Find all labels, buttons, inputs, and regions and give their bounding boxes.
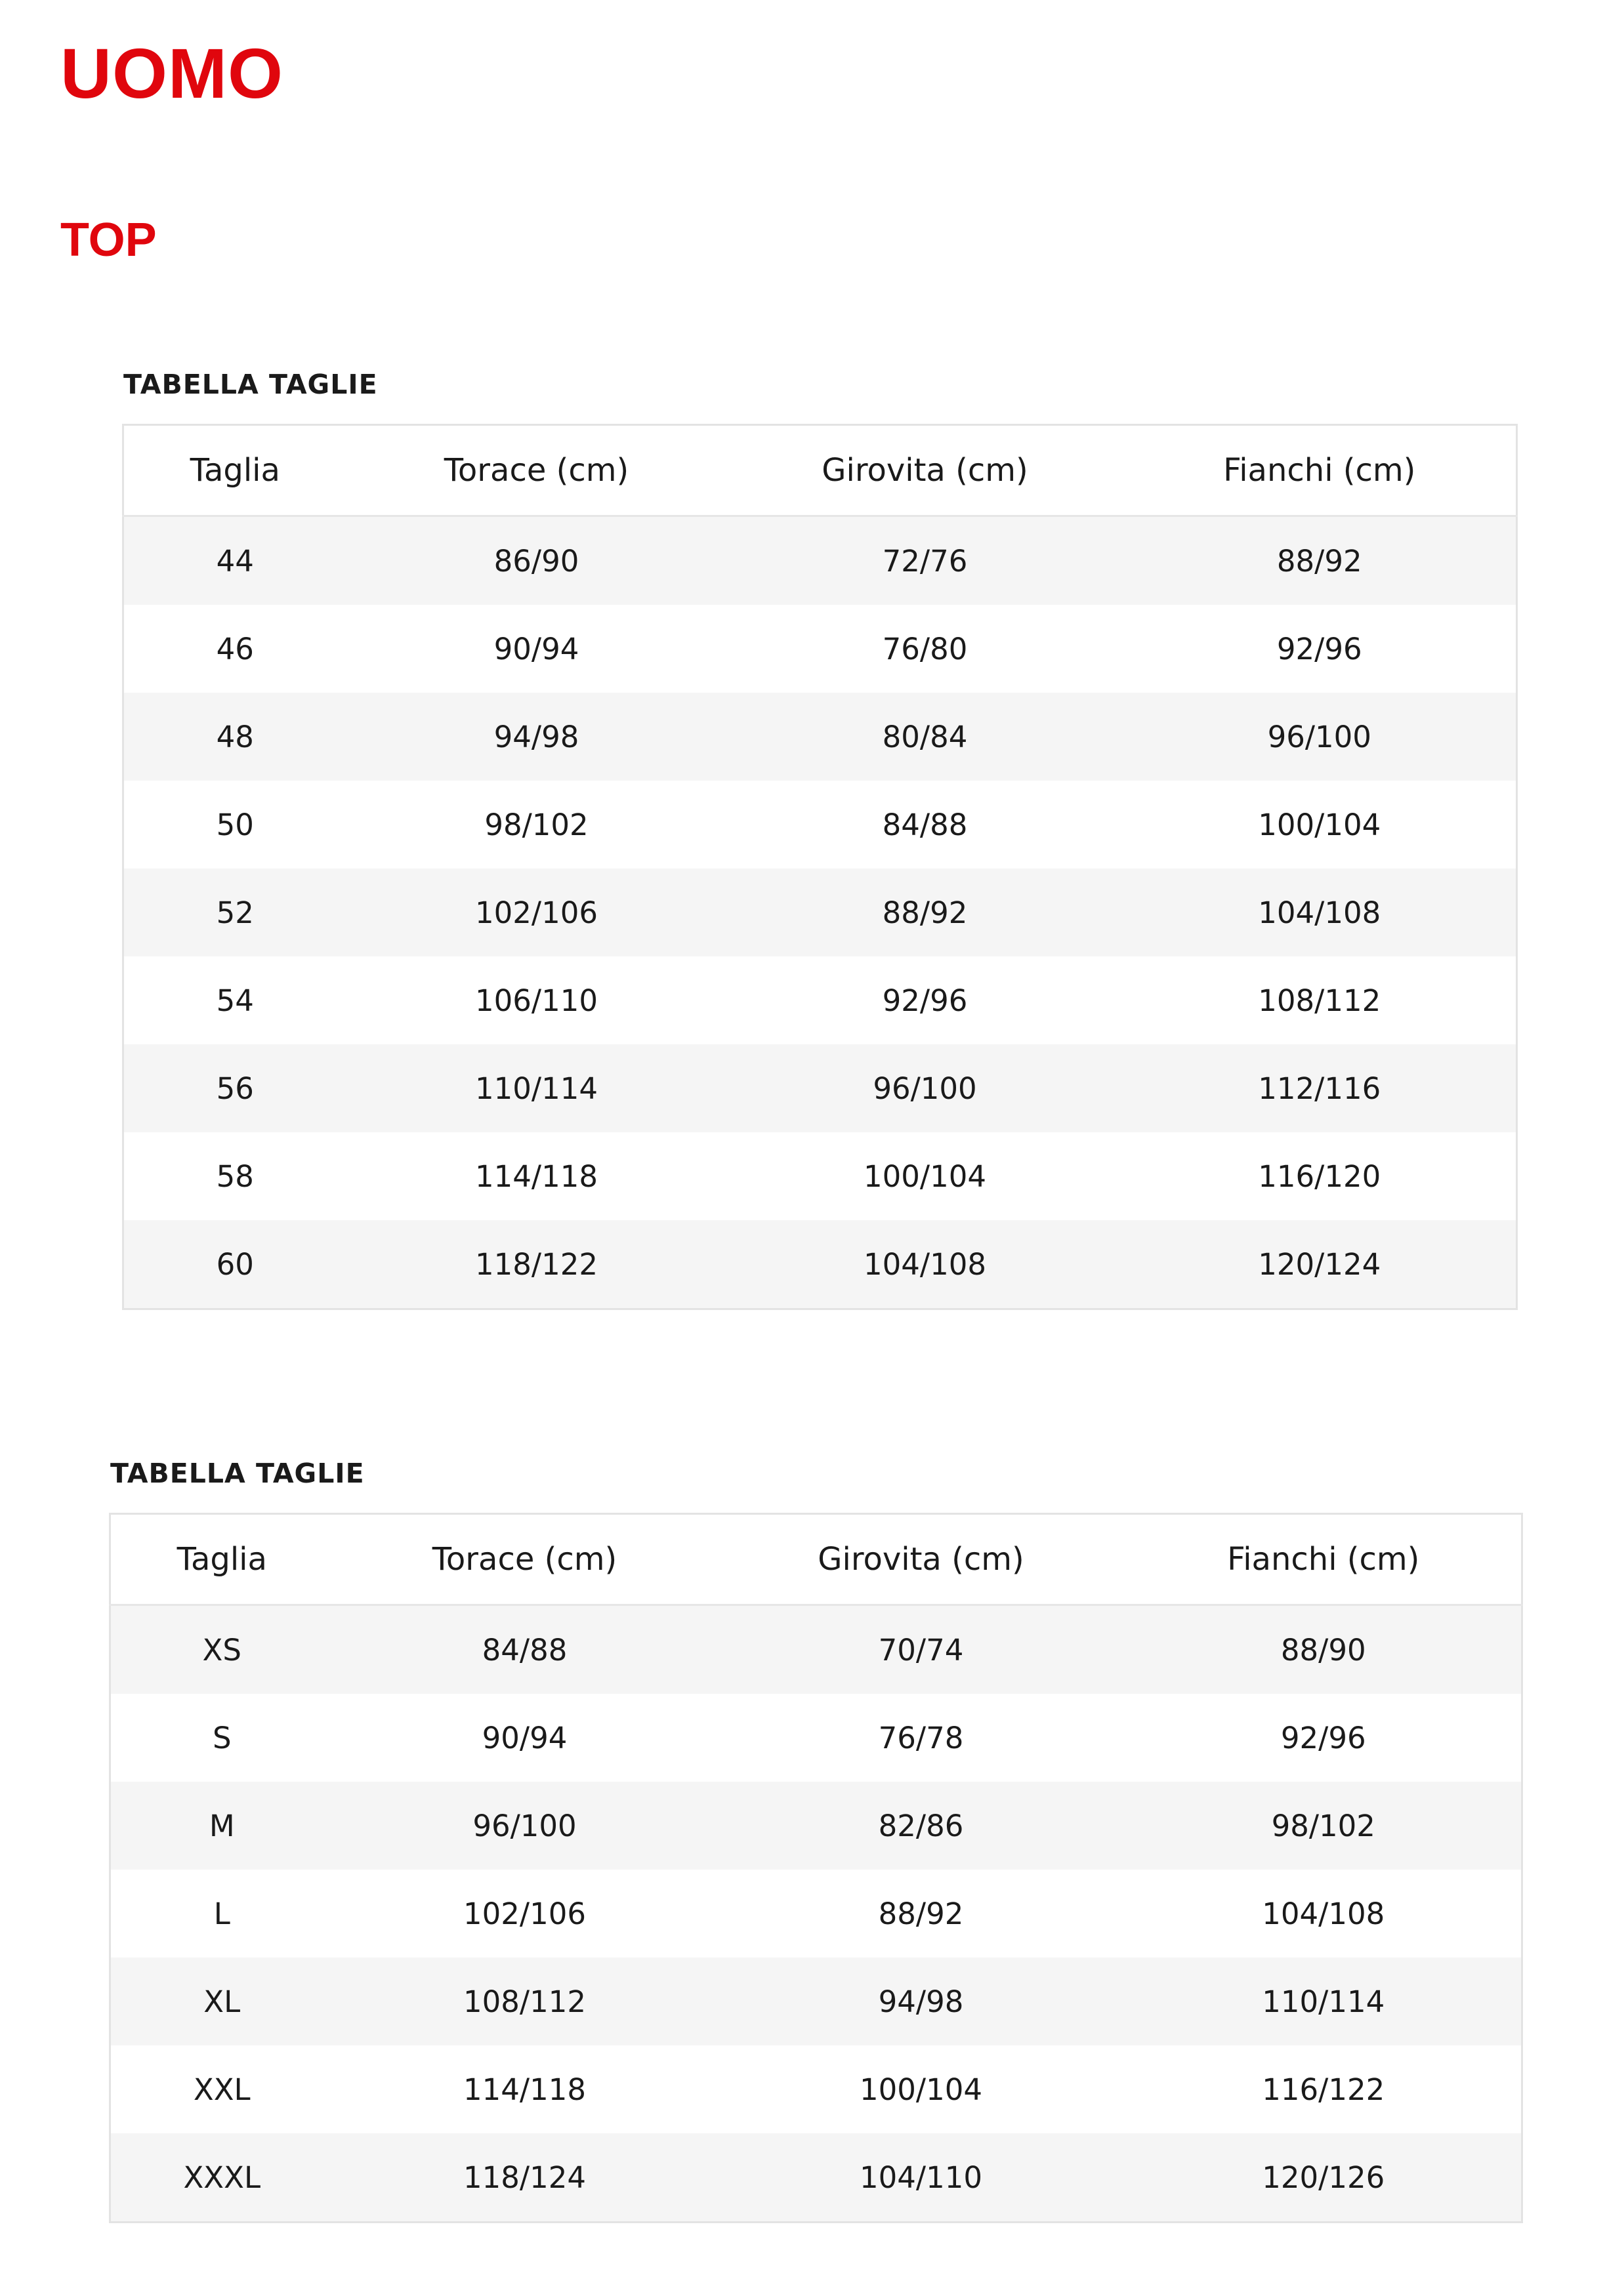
measurement-cell: 88/92 xyxy=(717,1870,1126,1958)
measurement-cell: 98/102 xyxy=(346,781,727,869)
table-row xyxy=(110,1782,1522,1870)
table-row xyxy=(123,516,1517,605)
column-header: Torace (cm) xyxy=(333,1514,717,1605)
table-row xyxy=(123,605,1517,693)
size-table-letter xyxy=(109,1513,1523,2223)
column-header: Fianchi (cm) xyxy=(1123,425,1517,516)
column-header: Torace (cm) xyxy=(346,425,727,516)
size-cell: XXXL xyxy=(110,2133,333,2223)
measurement-cell: 102/106 xyxy=(346,869,727,956)
measurement-cell: 72/76 xyxy=(727,516,1123,605)
column-header: Girovita (cm) xyxy=(727,425,1123,516)
column-header: Fianchi (cm) xyxy=(1126,1514,1522,1605)
measurement-cell: 96/100 xyxy=(727,1044,1123,1132)
measurement-cell: 84/88 xyxy=(333,1605,717,1694)
measurement-cell: 82/86 xyxy=(717,1782,1126,1870)
measurement-cell: 116/122 xyxy=(1126,2045,1522,2133)
size-cell: S xyxy=(110,1694,333,1782)
measurement-cell: 90/94 xyxy=(346,605,727,693)
measurement-cell: 94/98 xyxy=(717,1958,1126,2045)
table-row xyxy=(110,1694,1522,1782)
measurement-cell: 92/96 xyxy=(727,956,1123,1044)
measurement-cell: 92/96 xyxy=(1126,1694,1522,1782)
size-cell: 50 xyxy=(123,781,346,869)
measurement-cell: 76/78 xyxy=(717,1694,1126,1782)
size-cell: 60 xyxy=(123,1220,346,1309)
measurement-cell: 112/116 xyxy=(1123,1044,1517,1132)
size-cell: L xyxy=(110,1870,333,1958)
measurement-cell: 114/118 xyxy=(346,1132,727,1220)
measurement-cell: 106/110 xyxy=(346,956,727,1044)
table-row xyxy=(110,1870,1522,1958)
column-header: Taglia xyxy=(123,425,346,516)
table-row xyxy=(123,1044,1517,1132)
measurement-cell: 88/92 xyxy=(727,869,1123,956)
page-subtitle: TOP xyxy=(60,214,157,266)
measurement-cell: 90/94 xyxy=(333,1694,717,1782)
measurement-cell: 110/114 xyxy=(1126,1958,1522,2045)
size-table-numeric xyxy=(122,424,1518,1310)
measurement-cell: 108/112 xyxy=(1123,956,1517,1044)
page-title: UOMO xyxy=(60,33,283,113)
size-cell: XL xyxy=(110,1958,333,2045)
table-row xyxy=(123,781,1517,869)
size-cell: 58 xyxy=(123,1132,346,1220)
column-header: Taglia xyxy=(110,1514,333,1605)
measurement-cell: 88/92 xyxy=(1123,516,1517,605)
size-cell: XS xyxy=(110,1605,333,1694)
table-row xyxy=(123,956,1517,1044)
measurement-cell: 86/90 xyxy=(346,516,727,605)
table-row xyxy=(123,1132,1517,1220)
measurement-cell: 114/118 xyxy=(333,2045,717,2133)
measurement-cell: 70/74 xyxy=(717,1605,1126,1694)
measurement-cell: 102/106 xyxy=(333,1870,717,1958)
size-cell: 52 xyxy=(123,869,346,956)
measurement-cell: 94/98 xyxy=(346,693,727,781)
size-cell: 56 xyxy=(123,1044,346,1132)
size-cell: XXL xyxy=(110,2045,333,2133)
measurement-cell: 118/122 xyxy=(346,1220,727,1309)
table-row xyxy=(110,2133,1522,2223)
size-cell: 44 xyxy=(123,516,346,605)
measurement-cell: 100/104 xyxy=(717,2045,1126,2133)
table-row xyxy=(123,693,1517,781)
size-cell: 54 xyxy=(123,956,346,1044)
size-cell: 48 xyxy=(123,693,346,781)
table-header-row xyxy=(110,1514,1522,1605)
measurement-cell: 88/90 xyxy=(1126,1605,1522,1694)
table-row xyxy=(123,1220,1517,1309)
measurement-cell: 76/80 xyxy=(727,605,1123,693)
size-table-label-numeric: TABELLA TAGLIE xyxy=(123,369,378,400)
measurement-cell: 104/110 xyxy=(717,2133,1126,2223)
measurement-cell: 118/124 xyxy=(333,2133,717,2223)
measurement-cell: 120/126 xyxy=(1126,2133,1522,2223)
measurement-cell: 100/104 xyxy=(1123,781,1517,869)
measurement-cell: 110/114 xyxy=(346,1044,727,1132)
measurement-cell: 100/104 xyxy=(727,1132,1123,1220)
table-row xyxy=(110,1605,1522,1694)
column-header: Girovita (cm) xyxy=(717,1514,1126,1605)
measurement-cell: 96/100 xyxy=(1123,693,1517,781)
measurement-cell: 80/84 xyxy=(727,693,1123,781)
table-header-row xyxy=(123,425,1517,516)
measurement-cell: 104/108 xyxy=(727,1220,1123,1309)
measurement-cell: 92/96 xyxy=(1123,605,1517,693)
table-row xyxy=(110,2045,1522,2133)
measurement-cell: 104/108 xyxy=(1123,869,1517,956)
measurement-cell: 116/120 xyxy=(1123,1132,1517,1220)
measurement-cell: 120/124 xyxy=(1123,1220,1517,1309)
measurement-cell: 98/102 xyxy=(1126,1782,1522,1870)
size-cell: 46 xyxy=(123,605,346,693)
table-row xyxy=(110,1958,1522,2045)
measurement-cell: 84/88 xyxy=(727,781,1123,869)
size-table-label-letter: TABELLA TAGLIE xyxy=(110,1458,365,1489)
size-cell: M xyxy=(110,1782,333,1870)
measurement-cell: 96/100 xyxy=(333,1782,717,1870)
measurement-cell: 108/112 xyxy=(333,1958,717,2045)
measurement-cell: 104/108 xyxy=(1126,1870,1522,1958)
table-row xyxy=(123,869,1517,956)
